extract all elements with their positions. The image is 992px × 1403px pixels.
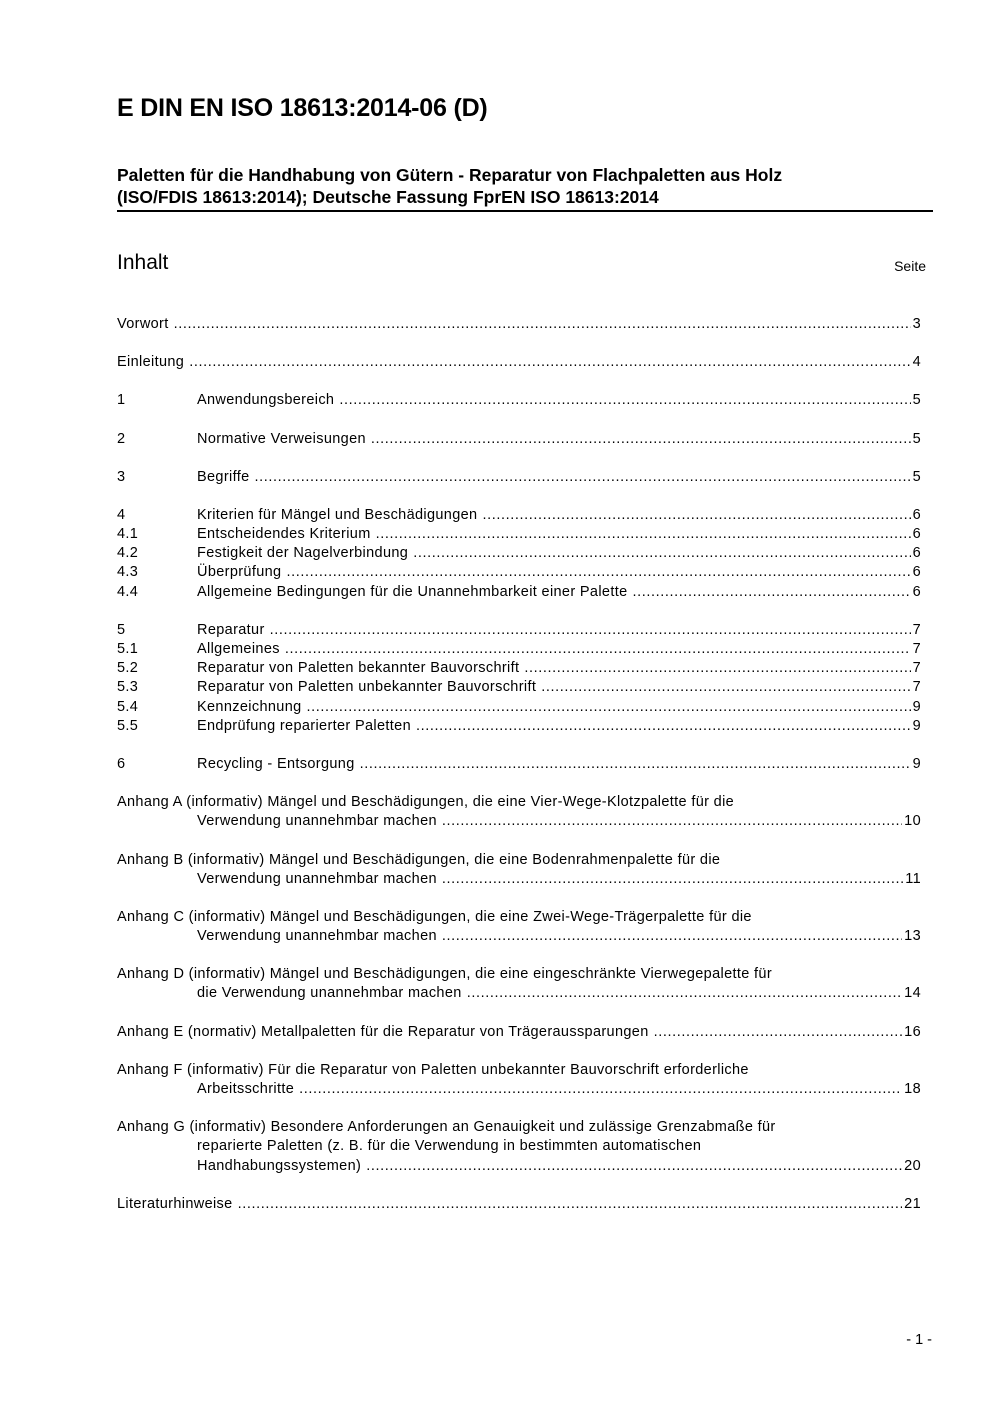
toc-entry-title-cont: Verwendung unannehmbar machen: [197, 870, 437, 887]
toc-entry-title: Kennzeichnung: [197, 698, 302, 715]
dot-leader: [633, 583, 911, 602]
toc-entry-title-cont: Verwendung unannehmbar machen: [197, 928, 437, 945]
toc-entry-title: Anhang A (informativ) Mängel und Beschädigungen, die eine Vier-Wege-Klotzpalette für die: [117, 794, 735, 811]
section-number: 2: [117, 430, 126, 447]
toc-entry-title: Endprüfung reparierter Paletten: [197, 717, 411, 734]
toc-entry-page: 6: [912, 583, 921, 600]
toc-entry-title: Reparatur von Paletten unbekannter Bauvorschrift: [197, 679, 537, 696]
toc-entry-title: Anhang B (informativ) Mängel und Beschädigungen, die eine Bodenrahmenpalette für die: [117, 851, 721, 868]
toc-entry-title: Einleitung: [117, 354, 185, 371]
document-subtitle: [117, 164, 933, 212]
toc-entry-title: Reparatur: [197, 621, 265, 638]
dot-leader: [467, 984, 902, 1003]
toc-entry-title-cont: reparierte Paletten (z. B. für die Verwendung in bestimmten automatischen: [197, 1138, 702, 1155]
toc-entry-section-4[interactable]: [117, 506, 921, 525]
section-number: 5.3: [117, 679, 139, 696]
section-number: 4.1: [117, 526, 139, 543]
toc-entry-page: 5: [912, 430, 921, 447]
dot-leader: [482, 506, 910, 525]
toc-entry-annex-f[interactable]: [117, 1061, 921, 1099]
toc-entry-section-4-2[interactable]: [117, 544, 921, 563]
toc-entry-page: 21: [904, 1195, 921, 1212]
toc-entry-section-4-1[interactable]: [117, 525, 921, 544]
toc-entry-title: Entscheidendes Kriterium: [197, 526, 371, 543]
toc-entry-page: 5: [912, 392, 921, 409]
toc-entry-page: 7: [912, 679, 921, 696]
toc-entry-annex-c[interactable]: [117, 908, 921, 946]
toc-entry-page: 10: [904, 813, 921, 830]
toc-entry-page: 6: [912, 506, 921, 523]
toc-entry-annex-a[interactable]: [117, 793, 921, 831]
toc-entry-title: Normative Verweisungen: [197, 430, 366, 447]
toc-entry-page: 13: [904, 928, 921, 945]
toc-entry-page: 20: [904, 1157, 921, 1174]
toc-entry-section-5[interactable]: [117, 621, 921, 640]
section-number: 5: [117, 621, 126, 638]
dot-leader: [299, 1080, 902, 1099]
toc-entry-page: 6: [912, 564, 921, 581]
toc-entry-page: 7: [912, 621, 921, 638]
toc-entry-vorwort[interactable]: [117, 315, 921, 334]
dot-leader: [286, 563, 910, 582]
toc-entry-literatur[interactable]: [117, 1195, 921, 1214]
toc-entry-annex-e[interactable]: [117, 1023, 921, 1042]
section-number: 5.2: [117, 660, 139, 677]
toc-entry-page: 18: [904, 1081, 921, 1098]
section-number: 6: [117, 755, 126, 772]
toc-entry-section-2[interactable]: [117, 430, 921, 449]
toc-entry-title: Begriffe: [197, 468, 250, 485]
section-number: 5.4: [117, 698, 139, 715]
dot-leader: [442, 927, 902, 946]
toc-entry-title-cont: die Verwendung unannehmbar machen: [197, 985, 462, 1002]
dot-leader: [416, 717, 911, 736]
dot-leader: [376, 525, 911, 544]
toc-entry-section-5-3[interactable]: [117, 678, 921, 697]
section-number: 5.5: [117, 717, 139, 734]
dot-leader: [524, 659, 910, 678]
toc-entry-section-5-1[interactable]: [117, 640, 921, 659]
toc-entry-title-cont: Handhabungssystemen): [197, 1157, 362, 1174]
toc-entry-page: 9: [912, 717, 921, 734]
toc-entry-section-4-4[interactable]: [117, 583, 921, 602]
toc-entry-page: 7: [912, 660, 921, 677]
toc-entry-title: Kriterien für Mängel und Beschädigungen: [197, 506, 478, 523]
section-number: 1: [117, 392, 126, 409]
toc-entry-title: Recycling - Entsorgung: [197, 755, 355, 772]
dot-leader: [371, 430, 911, 449]
toc-entry-section-1[interactable]: [117, 391, 921, 410]
toc-entry-page: 9: [912, 755, 921, 772]
toc-entry-annex-g[interactable]: [117, 1118, 921, 1176]
page-column-label: Seite: [894, 258, 926, 274]
toc-entry-page: 5: [912, 468, 921, 485]
toc-entry-title: Anhang G (informativ) Besondere Anforderungen an Genauigkeit und zulässige Grenzabmaße für: [117, 1119, 776, 1136]
subtitle-line-2: (ISO/FDIS 18613:2014); Deutsche Fassung FprEN ISO 18613:2014: [117, 187, 659, 207]
dot-leader: [174, 315, 911, 334]
toc-entry-section-3[interactable]: [117, 468, 921, 487]
toc-entry-title: Anhang D (informativ) Mängel und Beschädigungen, die eine eingeschränkte Vierwegepalette für: [117, 966, 773, 983]
dot-leader: [541, 678, 910, 697]
page-title: E DIN EN ISO 18613:2014-06 (D): [117, 94, 488, 122]
toc-entry-title: Anhang E (normativ) Metallpaletten für die Reparatur von Trägeraussparungen: [117, 1023, 649, 1040]
dot-leader: [285, 640, 911, 659]
toc-entry-title: Anhang F (informativ) Für die Reparatur von Paletten unbekannter Bauvorschrift erforderliche: [117, 1061, 749, 1078]
toc-entry-title: Reparatur von Paletten bekannter Bauvorschrift: [197, 660, 520, 677]
dot-leader: [189, 353, 910, 372]
toc-entry-page: 6: [912, 545, 921, 562]
page-number: - 1 -: [906, 1332, 932, 1348]
section-number: 4.2: [117, 545, 139, 562]
dot-leader: [413, 544, 910, 563]
dot-leader: [360, 755, 911, 774]
toc-entry-page: 16: [904, 1023, 921, 1040]
section-number: 3: [117, 468, 126, 485]
toc-entry-einleitung[interactable]: [117, 353, 921, 372]
toc-entry-page: 11: [905, 870, 921, 887]
toc-entry-section-4-3[interactable]: [117, 564, 921, 583]
dot-leader: [339, 391, 910, 410]
toc-entry-title: Vorwort: [117, 315, 169, 332]
toc-entry-title: Anhang C (informativ) Mängel und Beschädigungen, die eine Zwei-Wege-Trägerpalette für die: [117, 908, 752, 925]
toc-entry-title: Allgemeine Bedingungen für die Unannehmbarkeit einer Palette: [197, 583, 628, 600]
toc-entry-title: Festigkeit der Nagelverbindung: [197, 545, 409, 562]
toc-entry-page: 9: [912, 698, 921, 715]
dot-leader: [442, 870, 903, 889]
section-number: 5.1: [117, 641, 139, 658]
toc-entry-section-5-2[interactable]: [117, 659, 921, 678]
section-number: 4: [117, 506, 126, 523]
toc-entry-page: 3: [912, 315, 921, 332]
section-number: 4.3: [117, 564, 139, 581]
toc-entry-annex-b[interactable]: [117, 851, 921, 889]
toc-entry-page: 4: [912, 354, 921, 371]
dot-leader: [238, 1195, 903, 1214]
toc-entry-title: Literaturhinweise: [117, 1195, 233, 1212]
table-of-contents: [117, 315, 921, 1233]
dot-leader: [255, 468, 911, 487]
dot-leader: [442, 812, 902, 831]
toc-heading: Inhalt: [117, 251, 169, 274]
toc-entry-title: Überprüfung: [197, 564, 282, 581]
dot-leader: [654, 1023, 903, 1042]
toc-entry-page: 7: [912, 641, 921, 658]
toc-entry-section-6[interactable]: [117, 755, 921, 774]
toc-entry-title: Anwendungsbereich: [197, 392, 335, 409]
toc-entry-annex-d[interactable]: [117, 965, 921, 1003]
toc-entry-title-cont: Verwendung unannehmbar machen: [197, 813, 437, 830]
dot-leader: [307, 698, 911, 717]
toc-entry-title-cont: Arbeitsschritte: [197, 1081, 295, 1098]
toc-entry-page: 6: [912, 526, 921, 543]
dot-leader: [366, 1157, 902, 1176]
section-number: 4.4: [117, 583, 139, 600]
toc-entry-section-5-5[interactable]: [117, 717, 921, 736]
toc-entry-title: Allgemeines: [197, 641, 280, 658]
subtitle-line-1: Paletten für die Handhabung von Gütern - Reparatur von Flachpaletten aus Holz: [117, 165, 783, 185]
toc-entry-page: 14: [904, 985, 921, 1002]
dot-leader: [270, 621, 911, 640]
toc-entry-section-5-4[interactable]: [117, 698, 921, 717]
